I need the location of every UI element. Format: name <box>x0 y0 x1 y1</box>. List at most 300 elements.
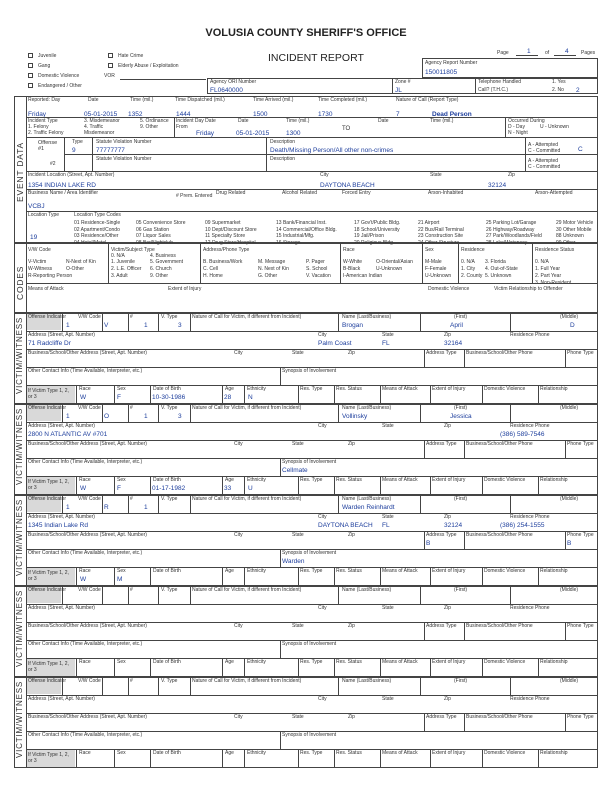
location-code-item: 11 Specialty Store <box>205 233 246 239</box>
v-type: 3 <box>178 413 182 420</box>
location-code-item: 30 Other Mobile <box>556 226 592 233</box>
bus-city-label: City <box>234 350 243 356</box>
column-divider <box>424 713 425 731</box>
incident-type-label: Incident Type <box>28 118 58 124</box>
vsubj-2: 2. L.E. Officer <box>111 266 142 272</box>
sex: M <box>117 576 123 583</box>
person-num-label: # <box>130 587 133 593</box>
vw-code: V <box>104 322 109 329</box>
attempted-committed: C <box>578 146 583 153</box>
arson-attempted-label: Arson-Attempted <box>535 190 573 196</box>
column-divider <box>190 677 191 695</box>
column-divider <box>334 476 335 495</box>
ordinance-option: 5. Ordinance <box>140 118 169 124</box>
relationship-label: Relationship <box>540 386 568 392</box>
location-code-item: 07 Liquor Sales <box>136 233 171 239</box>
city-label: City <box>318 423 327 429</box>
column-divider <box>150 476 151 495</box>
column-divider <box>128 495 129 513</box>
race-1: B-Black <box>343 266 361 272</box>
location-code-item: 02 Apartment/Condo <box>74 226 120 233</box>
reported-time-label: Time (mil.) <box>130 97 154 103</box>
column-divider <box>280 458 281 476</box>
address-label: Address (Street, Apt. Number) <box>28 423 95 429</box>
relationship-label: Relationship <box>540 477 568 483</box>
juvenile-checkbox[interactable] <box>28 53 33 58</box>
location-code-item: 23 Construction Site <box>418 233 464 239</box>
zip: 32124 <box>444 522 463 529</box>
column-divider <box>380 385 381 404</box>
nature-label: Nature of Call for Victim, if different from Incident) <box>192 405 302 411</box>
column-divider <box>190 586 191 604</box>
from-time: 1300 <box>286 130 301 137</box>
business-label: Business Name / Area Identifier <box>28 190 99 196</box>
column-divider <box>128 404 129 422</box>
res-status-1: 1. Full Year <box>535 266 561 272</box>
person-num-label: # <box>130 496 133 502</box>
injury-label: Extent of Injury <box>432 659 466 665</box>
address-label: Address (Street, Apt. Number) <box>28 605 95 611</box>
name-middle: D <box>570 322 575 329</box>
injury-label: Extent of Injury <box>432 477 466 483</box>
reported-time: 1352 <box>128 111 143 118</box>
column-divider <box>76 658 77 677</box>
bus-state-label: State <box>292 714 304 720</box>
sex-0: M-Male <box>425 259 442 265</box>
relationship-code-label: Victim Relationship to Offender <box>494 286 563 292</box>
name-first-label: (First) <box>454 405 468 411</box>
drug-label: Drug Related <box>216 190 246 196</box>
phone-handled-value: 2 <box>576 87 580 94</box>
sex-label: Sex <box>117 386 126 392</box>
vw-witness: W-Witness <box>28 266 53 272</box>
column-divider <box>190 313 191 331</box>
column-divider <box>222 476 223 495</box>
ethnicity-label: Ethnicity <box>247 477 266 483</box>
phone-type-label: Phone Type <box>567 532 594 538</box>
addr-2: H. Home <box>203 273 223 279</box>
dob-label: Date of Birth <box>153 750 181 756</box>
phone-type-label: Phone Type <box>567 350 594 356</box>
gang-label: Gang <box>38 63 51 69</box>
v-type: 3 <box>178 322 182 329</box>
offense-indicator-label: Offense Indicator <box>28 587 66 593</box>
address: 1345 Indian Lake Rd <box>28 522 88 529</box>
offense-indicator: 1 <box>66 322 70 329</box>
offense-indicator-label: Offense Indicator <box>28 314 66 320</box>
location-code-item: 10 Dept/Discount Store <box>205 226 257 233</box>
column-divider <box>510 586 511 604</box>
column-divider <box>482 749 483 768</box>
column-divider <box>420 677 421 695</box>
if-victim-label: If Victim Type 1, 2, or 3 <box>28 661 69 673</box>
bus-city-label: City <box>234 532 243 538</box>
other-contact-label: Other Contact Info (Time Available, Interpreter, etc.) <box>28 550 143 556</box>
column-divider <box>222 385 223 404</box>
elderly-abuse-checkbox[interactable] <box>108 63 113 68</box>
dob-label: Date of Birth <box>153 477 181 483</box>
address-type-label: Address/Phone Type <box>203 247 250 253</box>
res-status-0: 0. N/A <box>535 259 549 265</box>
location-code-item: 25 Parking Lot/Garage <box>486 220 537 226</box>
incident-date-label: Incident Day Date From <box>176 118 216 130</box>
name-last-label: Name (Last/Business) <box>342 314 392 320</box>
race-3: O-Oriental/Asian <box>376 259 413 265</box>
addr-3: M. Message <box>258 259 286 265</box>
incident-city-label: City <box>320 172 329 178</box>
column-divider <box>430 567 431 586</box>
no-option: 2. No <box>552 87 564 93</box>
column-divider <box>565 349 566 367</box>
sex-code-label: Sex <box>425 247 434 253</box>
state-label: State <box>382 332 394 338</box>
relationship-label: Relationship <box>540 568 568 574</box>
race-4: U-Unknown <box>376 266 403 272</box>
residence-phone-label: Residence Phone <box>510 423 550 429</box>
name-last: Warden Reinhardt <box>342 504 395 511</box>
state-label: State <box>382 423 394 429</box>
vw-code-label: V/W Code <box>78 587 101 593</box>
name-first-label: (First) <box>454 678 468 684</box>
bus-city-label: City <box>234 714 243 720</box>
vw-code-label: V/W Code <box>78 496 101 502</box>
race-label: Race <box>79 568 91 574</box>
column-divider <box>128 586 129 604</box>
city-label: City <box>318 605 327 611</box>
vsubj-3: 3. Adult <box>111 273 128 279</box>
column-divider <box>158 677 159 695</box>
name-last: Vollinsky <box>342 413 368 420</box>
person-num: 1 <box>144 504 148 511</box>
vsubj-4: 4. Business <box>150 253 176 259</box>
location-codes-label: Location Type Codes <box>74 212 121 218</box>
bus-zip-label: Zip <box>348 623 355 629</box>
sex-label: Sex <box>117 477 126 483</box>
sex-label: Sex <box>117 568 126 574</box>
victim-witness-label: VICTIM/WITNESS <box>15 499 24 576</box>
res-1: 1. City <box>461 266 476 272</box>
column-divider <box>482 476 483 495</box>
location-code-item: 28 Lake/Waterway <box>486 239 528 246</box>
name-middle-label: (Middle) <box>560 314 579 320</box>
traffic-misdemeanor-option: 4. Traffic Misdemeanor <box>84 124 115 136</box>
res-5: 5. Unknown <box>485 273 512 279</box>
synopsis-label: Synopsis of Involvement <box>282 641 337 647</box>
dv-code-label: Domestic Violence <box>428 286 470 292</box>
business-address-label: Business/School/Other Address (Street, Apt. Number) <box>28 623 147 629</box>
column-divider <box>244 567 245 586</box>
means-attack-label: Means of Attack <box>382 568 418 574</box>
vw-other: O-Other <box>66 266 85 272</box>
nature-label: Nature of Call for Victim, if different from Incident) <box>192 678 302 684</box>
synopsis: Cellmate <box>282 467 308 474</box>
column-divider <box>244 385 245 404</box>
juvenile-label: Juvenile <box>38 53 57 59</box>
location-code-item: 24 Other Structure <box>418 239 460 246</box>
res-type-label: Res. Type <box>300 659 323 665</box>
location-code-item: 29 Motor Vehicle <box>556 220 594 226</box>
race-label: Race <box>79 659 91 665</box>
other-contact-label: Other Contact Info (Time Available, Interpreter, etc.) <box>28 459 143 465</box>
domestic-violence-label: Domestic Violence <box>484 659 526 665</box>
reported-date: 05-01-2015 <box>84 111 118 118</box>
victim-witness-label: VICTIM/WITNESS <box>15 681 24 758</box>
forced-label: Forced Entry <box>342 190 371 196</box>
synopsis-label: Synopsis of Involvement <box>282 459 337 465</box>
other-contact-label: Other Contact Info (Time Available, Interpreter, etc.) <box>28 732 143 738</box>
agency-report-number: 150011805 <box>425 69 458 76</box>
offense-1-label: Offense #1 <box>38 140 58 152</box>
business-phone-label: Business/School/Other Phone <box>466 350 533 356</box>
vsubj-7: 9. Other <box>150 273 169 279</box>
bus-zip-label: Zip <box>348 350 355 356</box>
address-type-label: Address Type <box>426 350 457 356</box>
dispatched-label: Time Dispatched (mil.) <box>175 97 225 103</box>
statute-label: Statute Violation Number <box>96 139 152 145</box>
race-0: W-White <box>343 259 363 265</box>
occurred-day: D - Day <box>508 124 525 130</box>
address-type-label: Address Type <box>426 714 457 720</box>
hate-crime-checkbox[interactable] <box>108 53 113 58</box>
column-divider <box>482 385 483 404</box>
injury-label: Extent of Injury <box>432 386 466 392</box>
domestic-violence-label: Domestic Violence <box>484 568 526 574</box>
column-divider <box>510 404 511 422</box>
column-divider <box>334 385 335 404</box>
domestic-violence-checkbox[interactable] <box>28 73 33 78</box>
location-code-item: 27 Park/Woodlands/Field <box>486 233 542 239</box>
column-divider <box>430 385 431 404</box>
res-status-2: 2. Part Year <box>535 273 562 279</box>
column-divider <box>538 567 539 586</box>
location-code-item: 21 Airport <box>418 220 440 226</box>
location-code-item: 17 Gov't/Public Bldg. <box>354 220 401 226</box>
bus-state-label: State <box>292 350 304 356</box>
occurred-unknown: U - Unknown <box>540 124 569 130</box>
column-divider <box>380 567 381 586</box>
residence-phone-label: Residence Phone <box>510 605 550 611</box>
column-divider <box>298 658 299 677</box>
column-divider <box>222 749 223 768</box>
committed-2-option: C - Committed <box>528 164 561 170</box>
reported-date-label: Date <box>88 97 99 103</box>
location-code-item: 12 Drug Store/Hospital <box>205 239 256 246</box>
name-first-label: (First) <box>454 496 468 502</box>
column-divider <box>222 658 223 677</box>
column-divider <box>298 385 299 404</box>
column-divider <box>338 586 339 604</box>
column-divider <box>464 349 465 367</box>
res-status-label: Res. Status <box>336 659 362 665</box>
business-phone-label: Business/School/Other Phone <box>466 623 533 629</box>
endangered-checkbox[interactable] <box>28 83 33 88</box>
if-victim-label: If Victim Type 1, 2, or 3 <box>28 388 69 400</box>
state: FL <box>382 340 390 347</box>
bus-zip-label: Zip <box>348 441 355 447</box>
res-type-label: Res. Type <box>300 568 323 574</box>
name-first: Jessica <box>450 413 472 420</box>
offense-indicator: 1 <box>66 504 70 511</box>
column-divider <box>464 531 465 549</box>
address: 2800 N ATLANTIC AV #701 <box>28 431 108 438</box>
dob-label: Date of Birth <box>153 659 181 665</box>
location-code-item: 15 Industrial/Mfg. <box>276 233 315 239</box>
misdemeanor-option: 3. Misdemeanor <box>84 118 120 124</box>
sex-label: Sex <box>117 750 126 756</box>
synopsis: Warden <box>282 558 305 565</box>
business-address-label: Business/School/Other Address (Street, Apt. Number) <box>28 532 147 538</box>
sex-label: Sex <box>117 659 126 665</box>
column-divider <box>565 440 566 458</box>
race-code-label: Race <box>343 247 355 253</box>
column-divider <box>102 495 103 513</box>
ethnicity-label: Ethnicity <box>247 750 266 756</box>
phone-handled-label: Telephone Handled <box>478 79 522 85</box>
column-divider <box>76 567 77 586</box>
name-last: Brogan <box>342 322 363 329</box>
completed-time: 1730 <box>318 111 333 118</box>
column-divider <box>222 567 223 586</box>
vw-code-label: V/W Code <box>78 405 101 411</box>
column-divider <box>338 404 339 422</box>
residence-phone-label: Residence Phone <box>510 514 550 520</box>
alcohol-label: Alcohol Related <box>282 190 318 196</box>
hate-crime-label: Hate Crime <box>118 53 144 59</box>
phone-type: B <box>567 540 572 547</box>
nature-label: Nature of Call for Victim, if different from Incident) <box>192 587 302 593</box>
victim-subject-label: Victim/Subject Type <box>111 247 155 253</box>
other-contact-label: Other Contact Info (Time Available, Interpreter, etc.) <box>28 641 143 647</box>
endangered-label: Endangered / Other <box>38 83 82 89</box>
dob-label: Date of Birth <box>153 386 181 392</box>
addr-5: G. Other <box>258 273 278 279</box>
other-option: 9. Other <box>140 124 159 130</box>
column-divider <box>244 749 245 768</box>
incident-city: DAYTONA BEACH <box>320 182 375 189</box>
v-type-label: V. Type <box>161 587 178 593</box>
state: FL <box>382 522 390 529</box>
name-last-label: Name (Last/Business) <box>342 496 392 502</box>
gang-checkbox[interactable] <box>28 63 33 68</box>
other-contact-label: Other Contact Info (Time Available, Interpreter, etc.) <box>28 368 143 374</box>
addr-4: N. Next of Kin <box>258 266 289 272</box>
addr-7: S. School <box>306 266 328 272</box>
race-label: Race <box>79 477 91 483</box>
location-code-item: 01 Residence-Single <box>74 220 121 226</box>
column-divider <box>280 549 281 567</box>
domestic-violence-label: Domestic Violence <box>484 750 526 756</box>
state-label: State <box>382 605 394 611</box>
column-divider <box>430 749 431 768</box>
vw-victim: V-Victim <box>28 259 47 265</box>
column-divider <box>420 404 421 422</box>
phone-type-label: Phone Type <box>567 623 594 629</box>
residence-code-label: Residence <box>461 247 485 253</box>
arrived-label: Time Arrived (mil.) <box>253 97 294 103</box>
state-label: State <box>382 514 394 520</box>
synopsis-label: Synopsis of Involvement <box>282 550 337 556</box>
residence-phone: (386) 254-1555 <box>500 522 545 529</box>
bus-state-label: State <box>292 532 304 538</box>
phone-type-label: Phone Type <box>567 714 594 720</box>
city-label: City <box>318 696 327 702</box>
business-phone-label: Business/School/Other Phone <box>466 441 533 447</box>
synopsis-label: Synopsis of Involvement <box>282 732 337 738</box>
address-type-label: Address Type <box>426 532 457 538</box>
of-label: of <box>545 50 550 56</box>
column-divider <box>102 677 103 695</box>
res-status-label: Res. Status <box>336 386 362 392</box>
column-divider <box>510 495 511 513</box>
race: W <box>80 394 87 401</box>
location-code-item: 08 Bar/Nightclub <box>136 239 173 246</box>
to-label: TO <box>342 126 351 132</box>
if-victim-label: If Victim Type 1, 2, or 3 <box>28 479 69 491</box>
race: W <box>80 485 87 492</box>
column-divider <box>114 567 115 586</box>
arrived-time: 1500 <box>253 111 268 118</box>
offense-indicator-label: Offense Indicator <box>28 405 66 411</box>
dob: 01-17-1982 <box>152 485 186 492</box>
name-first-label: (First) <box>454 314 468 320</box>
sex-1: F-Female <box>425 266 447 272</box>
column-divider <box>464 440 465 458</box>
means-attack-label: Means of Attack <box>382 477 418 483</box>
ori-number: FL0640000 <box>210 87 243 94</box>
location-code-item: 04 Hotel/Motel <box>74 239 107 246</box>
column-divider <box>114 385 115 404</box>
column-divider <box>565 622 566 640</box>
column-divider <box>380 658 381 677</box>
location-code-item: 03 Residence/Other <box>74 233 119 239</box>
location-code-item: 14 Commercial/Office Bldg. <box>276 226 337 233</box>
vw-next-of-kin: N-Next of Kin <box>66 259 96 265</box>
location-code-item: 19 Jail/Prison <box>354 233 385 239</box>
dob-label: Date of Birth <box>153 568 181 574</box>
column-divider <box>380 749 381 768</box>
occurred-label: Occurred During <box>508 118 545 124</box>
column-divider <box>158 586 159 604</box>
name-first: April <box>450 322 464 329</box>
vsubj-0: 0. N/A <box>111 253 125 259</box>
column-divider <box>338 677 339 695</box>
column-divider <box>510 313 511 331</box>
victim-witness-label: VICTIM/WITNESS <box>15 317 24 394</box>
nature-label: Nature of Call for Victim, if different from Incident) <box>192 314 302 320</box>
column-divider <box>538 385 539 404</box>
injury-label: Extent of Injury <box>432 750 466 756</box>
zip-label: Zip <box>444 696 451 702</box>
page-number: 1 <box>527 48 531 55</box>
offense-2-label: #2 <box>50 161 56 167</box>
ethnicity-label: Ethnicity <box>247 568 266 574</box>
address-type-label: Address Type <box>426 441 457 447</box>
column-divider <box>298 749 299 768</box>
person-num-label: # <box>130 314 133 320</box>
yes-option: 1. Yes <box>552 79 566 85</box>
bus-city-label: City <box>234 623 243 629</box>
vor-label: VOR <box>104 73 115 79</box>
ethnicity: N <box>248 394 253 401</box>
person-num-label: # <box>130 678 133 684</box>
bus-state-label: State <box>292 623 304 629</box>
column-divider <box>244 658 245 677</box>
column-divider <box>244 476 245 495</box>
city: DAYTONA BEACH <box>318 522 373 529</box>
column-divider <box>150 567 151 586</box>
vw-reporting: R-Reporting Person <box>28 273 73 279</box>
premises-label: # Prem. Entered <box>176 193 213 199</box>
